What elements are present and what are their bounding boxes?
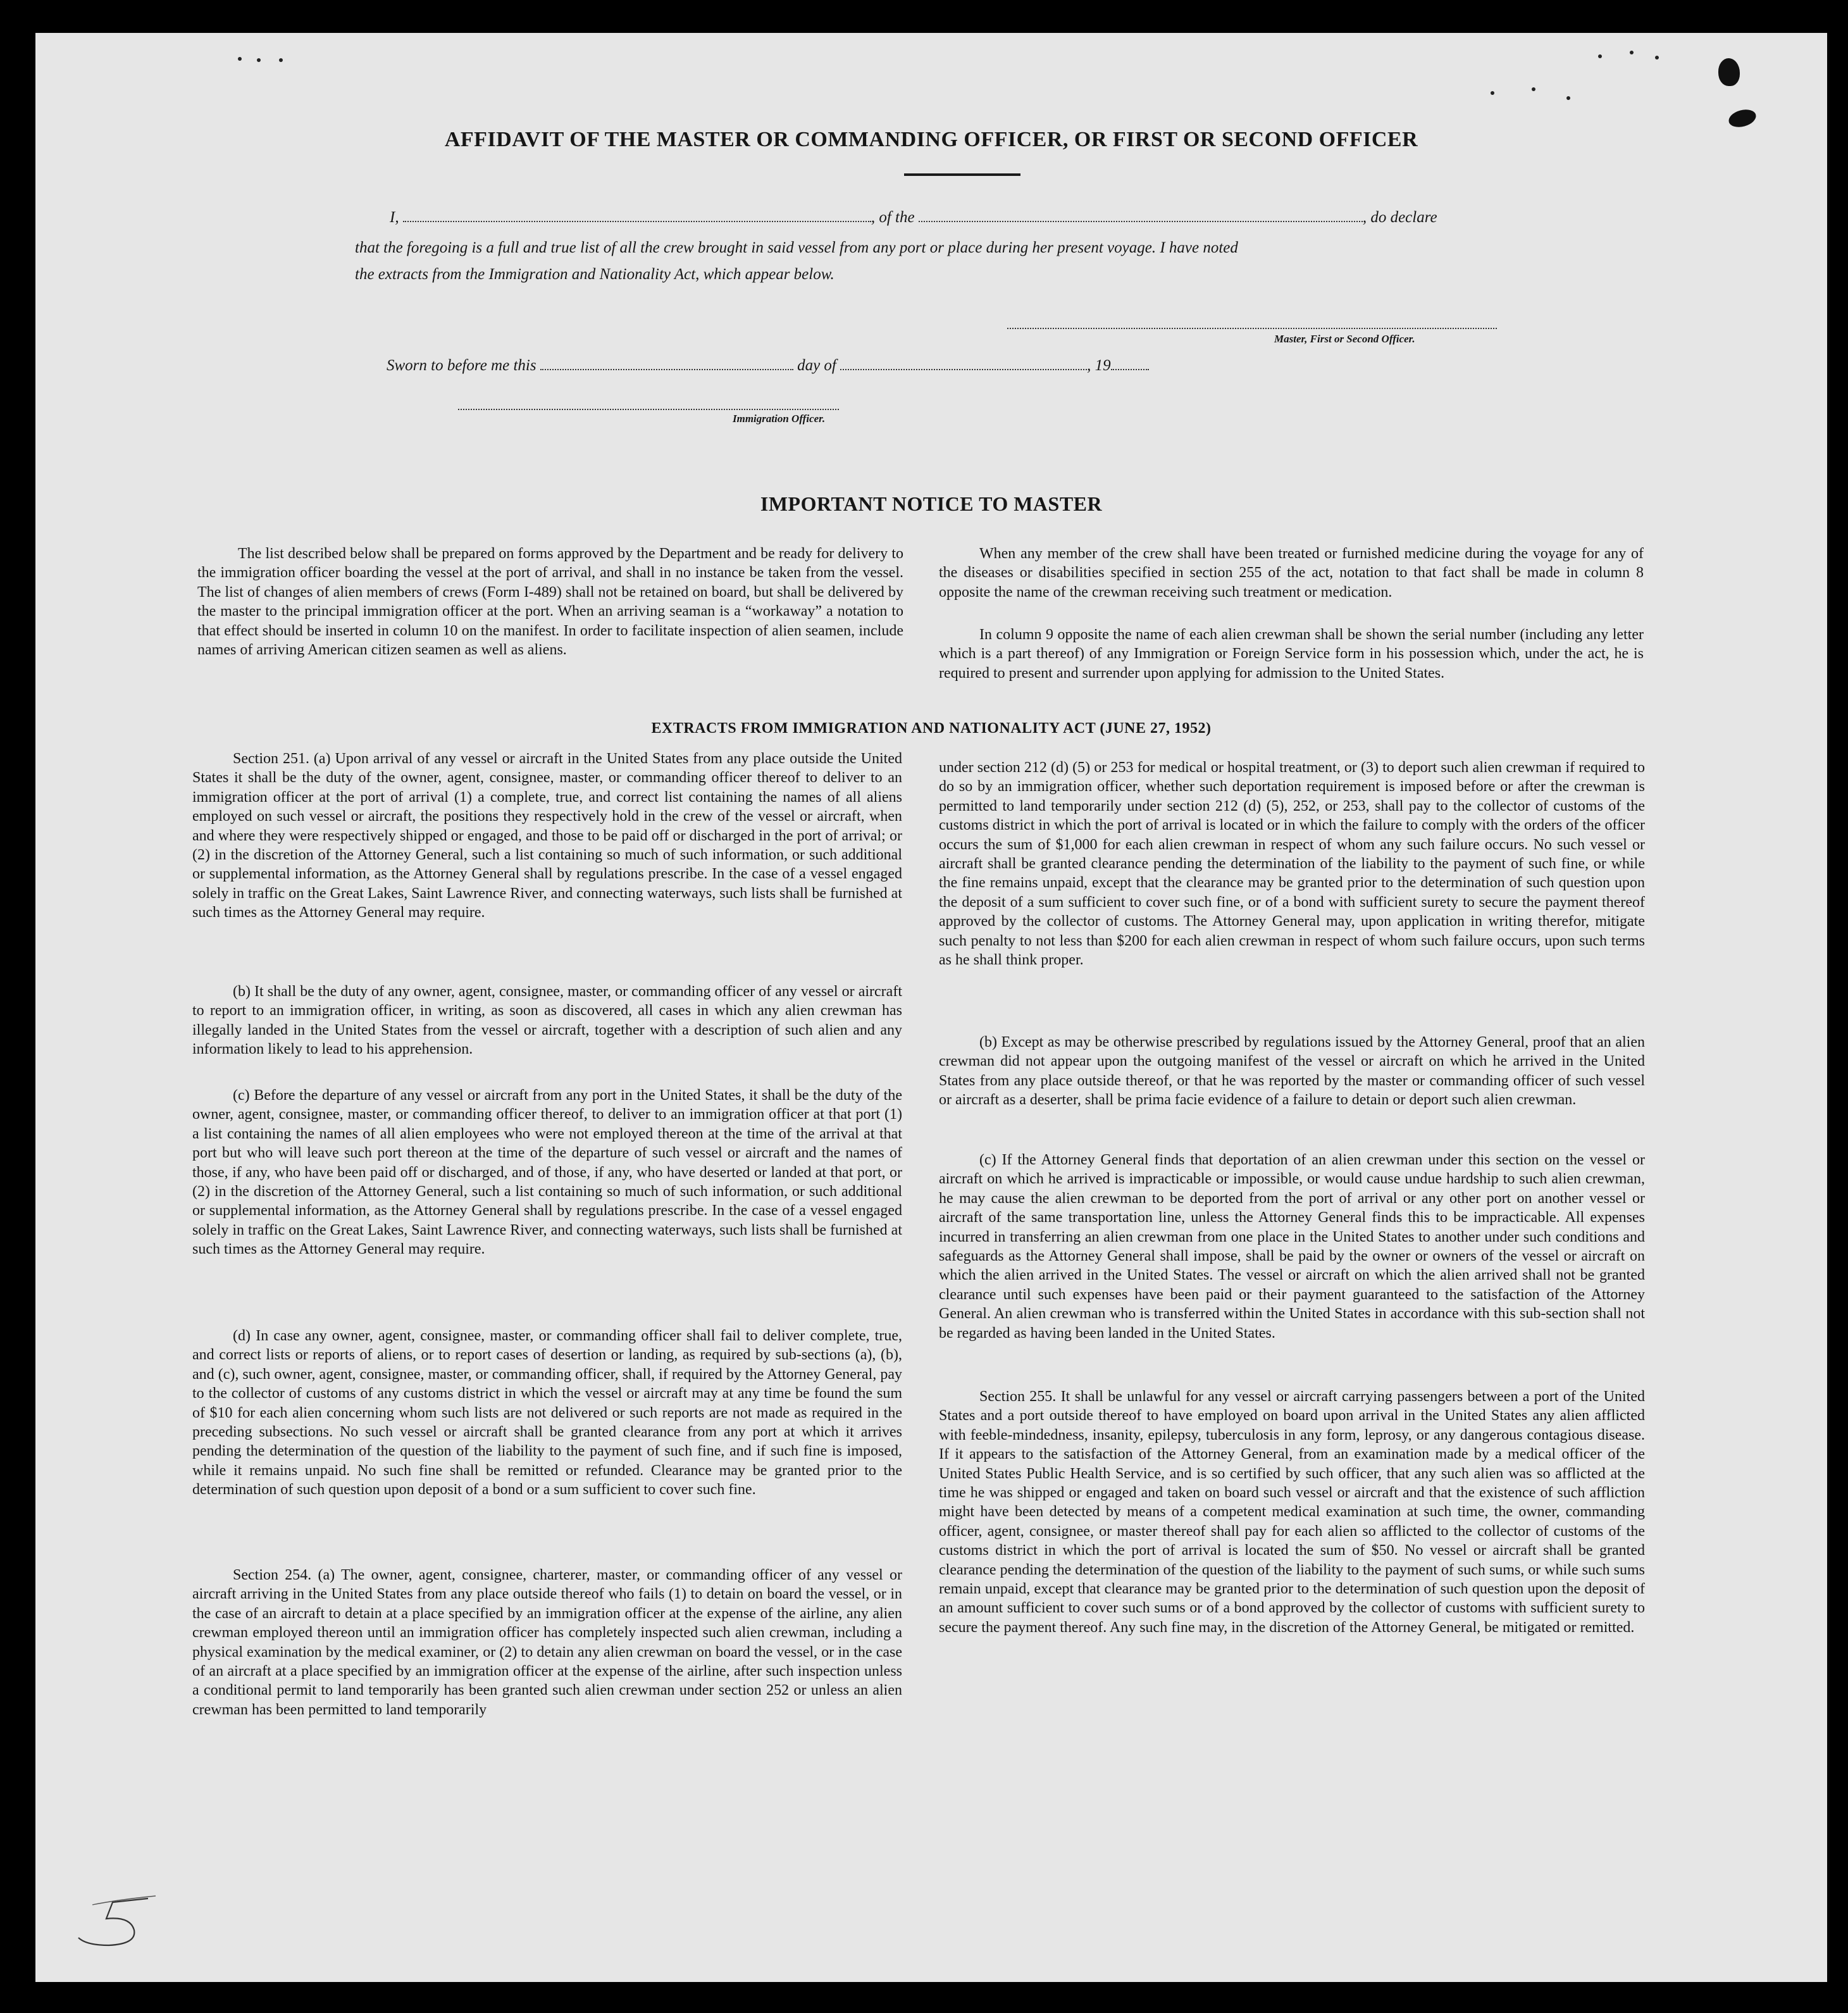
name-blank[interactable] xyxy=(403,218,871,222)
master-signature-label: Master, First or Second Officer. xyxy=(1274,333,1415,345)
document-page xyxy=(35,33,1827,1982)
speck xyxy=(1532,87,1535,91)
speck xyxy=(1655,56,1659,59)
sworn-text: Sworn to before me this xyxy=(387,357,536,374)
declaration-line-2: that the foregoing is a full and true list of all the crew brought in said vessel from any port or place during her present voyage. I have noted xyxy=(355,239,1238,256)
year-blank[interactable] xyxy=(1111,366,1149,370)
speck xyxy=(1566,96,1570,100)
extract-section-254b: (b) Except as may be otherwise prescribed by regulations issued by the Attorney General, proof that an alien crewman did not appear upon the outgoing manifest of the vessel or aircraft on which he arrived in the United States from any place outside thereof, or that he was reported by the master or commanding officer of such vessel or aircraft as a deserter, shall be prima facie evidence of a failure to detain or deport such alien crewman. xyxy=(939,1034,1645,1109)
speck xyxy=(257,58,261,62)
speck xyxy=(1630,51,1634,54)
year-prefix: , 19 xyxy=(1087,357,1111,374)
declaration-of-the: , of the xyxy=(871,209,915,226)
speck xyxy=(1491,91,1494,95)
extracts-title: EXTRACTS FROM IMMIGRATION AND NATIONALITY ACT (JUNE 27, 1952) xyxy=(651,720,1212,737)
vessel-blank[interactable] xyxy=(919,218,1363,222)
extract-section-251b: (b) It shall be the duty of any owner, agent, consignee, master, or commanding officer of any vessel or aircraft to report to an immigration officer, in writing, as soon as discovered, all cases in which any alien crewman has illegally landed in the United States from the vessel or aircraft, together with a description of such alien and any information likely to lead to his apprehension. xyxy=(192,983,902,1058)
notice-right-paragraph-1: When any member of the crew shall have been treated or furnished medicine during the voyage for any of the diseases or disabilities specified in section 255 of the act, notation to that fact shall be made in column 8 opposite the name of the crewman receiving such treatment or medication. xyxy=(939,545,1644,601)
title-rule xyxy=(904,173,1020,176)
immigration-officer-label: Immigration Officer. xyxy=(733,413,826,425)
immigration-officer-signature-line[interactable] xyxy=(458,408,839,410)
affidavit-title: AFFIDAVIT OF THE MASTER OR COMMANDING OFFICER, OR FIRST OR SECOND OFFICER xyxy=(444,128,1418,151)
sworn-date-blank[interactable] xyxy=(540,366,793,370)
ink-blot xyxy=(1727,107,1758,130)
extract-section-251a: Section 251. (a) Upon arrival of any vessel or aircraft in the United States from any place outside the United States it shall be the duty of the owner, agent, consignee, master, or commanding officer thereof to deliver to an immigration officer at the port of arrival (1) a complete, true, and correct list containing the names of all aliens employed on such vessel or aircraft, the positions they respectively hold in the crew of the vessel or aircraft, when and where they were respectively shipped or engaged, and those to be paid off or discharged in the port of arrival; or (2) in the discretion of the Attorney General, such a list containing so much of such information, or such additional or supplemental information, as the Attorney General shall by regulations prescribe. In the case of a vessel engaged solely in traffic on the Great Lakes, Saint Lawrence River, and connecting waterways, such lists shall be furnished at such times as the Attorney General may require. xyxy=(192,751,902,921)
extract-section-251c: (c) Before the departure of any vessel or aircraft from any port in the United States, it shall be the duty of the owner, agent, consignee, master, or commanding officer thereof, to deliver to an immigration officer at that port (1) a list containing the names of all alien employees who were not employed thereon at the time of the arrival at that port but who will leave such port thereon at the time of the departure of such vessel or aircraft and the names of those, if any, who have been paid off or discharged, and of those, if any, who have deserted or landed at that port, or (2) in the discretion of the Attorney General, such a list containing so much of such information, or such additional or supplemental information, as the Attorney General shall by regulations prescribe. In the case of a vessel engaged solely in traffic on the Great Lakes, Saint Lawrence River, and connecting waterways, such lists shall be furnished at such times as the Attorney General may require. xyxy=(192,1087,902,1258)
sworn-line xyxy=(387,357,1149,375)
declaration-line-1 xyxy=(390,209,1437,227)
speck xyxy=(238,57,242,61)
declaration-line-3: the extracts from the Immigration and Nationality Act, which appear below. xyxy=(355,266,834,283)
ink-blot xyxy=(1718,58,1740,86)
declaration-i: I, xyxy=(390,209,399,226)
declaration-do-declare: , do declare xyxy=(1362,209,1437,226)
notice-right-paragraph-2: In column 9 opposite the name of each alien crewman shall be shown the serial number (including any letter which is a part thereof) of any Immigration or Foreign Service form in his possession which, under the act, he is required to present and surrender upon applying for admission to the United States. xyxy=(939,626,1644,682)
extract-section-251d: (d) In case any owner, agent, consignee, master, or commanding officer shall fail to deliver complete, true, and correct lists or reports of aliens, or to report cases of desertion or landing, as required by sub-sections (a), (b), and (c), such owner, agent, consignee, master, or commanding officer, shall, if required by the Attorney General, pay to the collector of customs of any customs district in which the vessel or aircraft may at any time be found the sum of $10 for each alien concerning whom such lists are not delivered or such reports are not made as required in the preceding subsections. No such vessel or aircraft shall be granted clearance from any port at which it arrives pending the determination of the question of the liability to the payment of such fine, and if such fine is imposed, while it remains unpaid. No such fine shall be remitted or refunded. Clearance may be granted prior to the determination of such question upon deposit of a bond or a sum sufficient to cover such fine. xyxy=(192,1328,902,1499)
extract-section-254a: Section 254. (a) The owner, agent, consignee, charterer, master, or commanding officer of any vessel or aircraft arriving in the United States from any place outside thereof who fails (1) to detain on board the vessel, or in the case of an aircraft to detain at a place specified by an immigration officer at the expense of the airline, any alien crewman employed thereon until an immigration officer has completely inspected such alien crewman, including a physical examination by the medical examiner, or (2) to detain any alien crewman on board the vessel, or in the case of an aircraft at a place specified by an immigration officer at the expense of the airline, after such inspection unless a conditional permit to land temporarily has been granted such alien crewman under section 252 or unless an alien crewman has been permitted to land temporarily xyxy=(192,1567,902,1718)
extract-section-255: Section 255. It shall be unlawful for any vessel or aircraft carrying passengers between a port of the United States and a port outside thereof to have employed on board upon arrival in the United States any alien afflicted with feeble-mindedness, insanity, epilepsy, tuberculosis in any form, leprosy, or any dangerous contagious disease. If it appears to the satisfaction of the Attorney General, from an examination made by a medical officer of the United States Public Health Service, and is so certified by such officer, that any such alien was so afflicted at the time he was shipped or engaged and taken on board such vessel or aircraft and that the existence of such affliction might have been detected by means of a competent medical examination at such time, the owner, commanding officer, agent, consignee, or master thereof shall pay for each alien so afflicted to the collector of customs of the customs district in which the port of arrival is located the sum of $50. No vessel or aircraft shall be granted clearance pending the determination of the question of the liability to the payment of such sums, or while such sums remain unpaid, except that clearance may be granted prior to the determination of such question upon the deposit of an amount sufficient to cover such sums or of a bond approved by the collector of customs with sufficient surety to secure the payment thereof. Any such fine may, in the discretion of the Attorney General, be mitigated or remitted. xyxy=(939,1388,1645,1636)
extract-section-254c: (c) If the Attorney General finds that deportation of an alien crewman under this section on the vessel or aircraft on which he arrived is impracticable or impossible, or would cause undue hardship to such alien crewman, he may cause the alien crewman to be deported from the port of arrival or any other port on another vessel or aircraft of the same transportation line, unless the Attorney General finds this to be impracticable. All expenses incurred in transferring an alien crewman from one place in the United States to another under such conditions and safeguards as the Attorney General shall impose, shall be paid by the owner or owners of the vessel or aircraft on which the alien arrived in the United States. The vessel or aircraft on which the alien arrived shall not be granted clearance until such expenses have been paid or their payment guaranteed to the satisfaction of the Attorney General. An alien crewman who is transferred within the United States in accordance with this sub-section shall not be regarded as having been landed in the United States. xyxy=(939,1152,1645,1342)
extract-section-254a-continued: under section 212 (d) (5) or 253 for medical or hospital treatment, or (3) to deport such alien crewman if required to do so by an immigration officer, whether such deportation requirement is imposed before or after the crewman is permitted to land temporarily under section 212 (d) (5), 252, or 253, shall pay to the collector of customs of the customs district in which the port of arrival is located or in which the failure to comply with the orders of the officer occurs the sum of $1,000 for each alien crewman in respect of whom any such failure occurs. No such vessel or aircraft shall be granted clearance pending the determination of the liability to the payment of such fine, or while the fine remains unpaid, except that the clearance may be granted prior to the determination of such question upon the deposit of a sum sufficient to cover such fine, or of a bond with sufficient surety to secure the payment thereof approved by the collector of customs. The Attorney General may, upon application in writing therefor, mitigate such penalty to not less than $200 for each alien crewman in respect of whom such failure occurs, upon such terms as he shall think proper. xyxy=(939,759,1645,969)
handwritten-mark xyxy=(73,1893,162,1950)
speck xyxy=(1598,54,1602,58)
month-blank[interactable] xyxy=(840,366,1087,370)
speck xyxy=(279,58,283,62)
master-signature-line[interactable] xyxy=(1007,327,1497,329)
notice-left-paragraph: The list described below shall be prepared on forms approved by the Department and be ready for delivery to the immigration officer boarding the vessel at the port of arrival, and shall in no instance be taken from the vessel. The list of changes of alien members of crews (Form I-489) shall not be retained on board, but shall be delivered by the master to the principal immigration officer at the port. When an arriving seaman is a “workaway” a notation to that effect should be inserted in column 10 on the manifest. In order to facilitate inspection of alien seamen, include names of arriving American citizen seamen as well as aliens. xyxy=(197,545,903,659)
notice-title: IMPORTANT NOTICE TO MASTER xyxy=(760,492,1103,515)
day-of-text: day of xyxy=(797,357,836,374)
